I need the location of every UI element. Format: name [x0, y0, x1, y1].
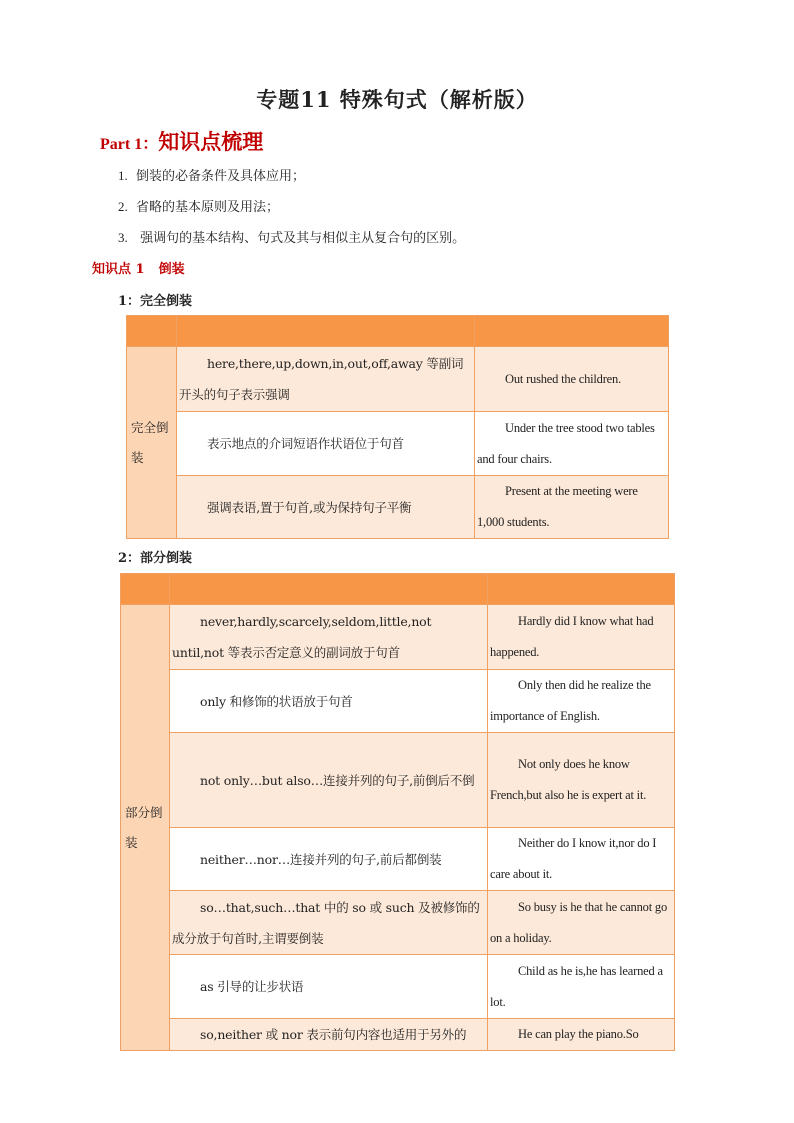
example-cell: Present at the meeting were 1,000 students. — [475, 476, 669, 539]
item-number: 2. — [118, 199, 128, 214]
table-row — [121, 891, 675, 955]
item-text: 省略的基本原则及用法； — [136, 200, 280, 215]
list-item — [118, 225, 465, 256]
example-cell: He can play the piano.So — [488, 1019, 675, 1051]
rule-cell: neither…nor…连接并列的句子,前后都倒装 — [170, 828, 488, 891]
part-name: 知识点梳理 — [158, 129, 264, 154]
key-points-list — [118, 163, 465, 256]
rule-cell: 表示地点的介词短语作状语位于句首 — [177, 412, 475, 476]
category-cell: 完全倒装 — [127, 347, 177, 539]
table-row — [121, 828, 675, 891]
item-number: 3. — [118, 230, 128, 245]
table-row — [121, 605, 675, 670]
section-heading-partial-inversion: 2：部分倒装 — [118, 551, 193, 566]
list-item — [118, 194, 465, 225]
example-cell: Under the tree stood two tables and four chairs. — [475, 412, 669, 476]
example-cell: Hardly did I know what had happened. — [488, 605, 675, 670]
list-item — [118, 163, 465, 194]
example-cell: Out rushed the children. — [475, 347, 669, 412]
item-text: 倒装的必备条件及具体应用； — [136, 169, 306, 184]
table-row — [127, 476, 669, 539]
table-row — [121, 733, 675, 828]
item-text: 强调句的基本结构、句式及其与相似主从复合句的区别。 — [136, 231, 466, 246]
part-label: Part 1： — [100, 136, 159, 153]
part-heading — [100, 126, 263, 156]
rule-cell: never,hardly,scarcely,seldom,little,not until,not 等表示否定意义的副词放于句首 — [170, 605, 488, 670]
page-title: 专题11 特殊句式（解析版） — [256, 87, 538, 112]
example-cell: Not only does he know French,but also he is expert at it. — [488, 733, 675, 828]
knowledge-point-heading — [92, 258, 185, 277]
section-heading-full-inversion: 1：完全倒装 — [118, 294, 193, 309]
table-row — [121, 1019, 675, 1051]
example-cell: Neither do I know it,nor do I care about it. — [488, 828, 675, 891]
table-row — [121, 670, 675, 733]
category-cell: 部分倒装 — [121, 605, 170, 1051]
full-inversion-table — [126, 315, 669, 539]
rule-cell: here,there,up,down,in,out,off,away 等副词开头的句子表示强调 — [177, 347, 475, 412]
rule-cell: as 引导的让步状语 — [170, 955, 488, 1019]
example-cell: So busy is he that he cannot go on a holiday. — [488, 891, 675, 955]
example-cell: Only then did he realize the importance of English. — [488, 670, 675, 733]
rule-cell: so…that,such…that 中的 so 或 such 及被修饰的成分放于句首时,主谓要倒装 — [170, 891, 488, 955]
rule-cell: 强调表语,置于句首,或为保持句子平衡 — [177, 476, 475, 539]
rule-cell: only 和修饰的状语放于句首 — [170, 670, 488, 733]
example-cell: Child as he is,he has learned a lot. — [488, 955, 675, 1019]
item-number: 1. — [118, 168, 128, 183]
rule-cell: not only…but also…连接并列的句子,前倒后不倒 — [170, 733, 488, 828]
table-header-row — [127, 316, 669, 347]
partial-inversion-table — [120, 573, 675, 1051]
table-row — [127, 412, 669, 476]
knowledge-point-label: 知识点 1 — [92, 262, 145, 277]
table-row — [127, 347, 669, 412]
knowledge-point-name: 倒装 — [158, 262, 185, 277]
rule-cell: so,neither 或 nor 表示前句内容也适用于另外的 — [170, 1019, 488, 1051]
table-header-row — [121, 574, 675, 605]
table-row — [121, 955, 675, 1019]
